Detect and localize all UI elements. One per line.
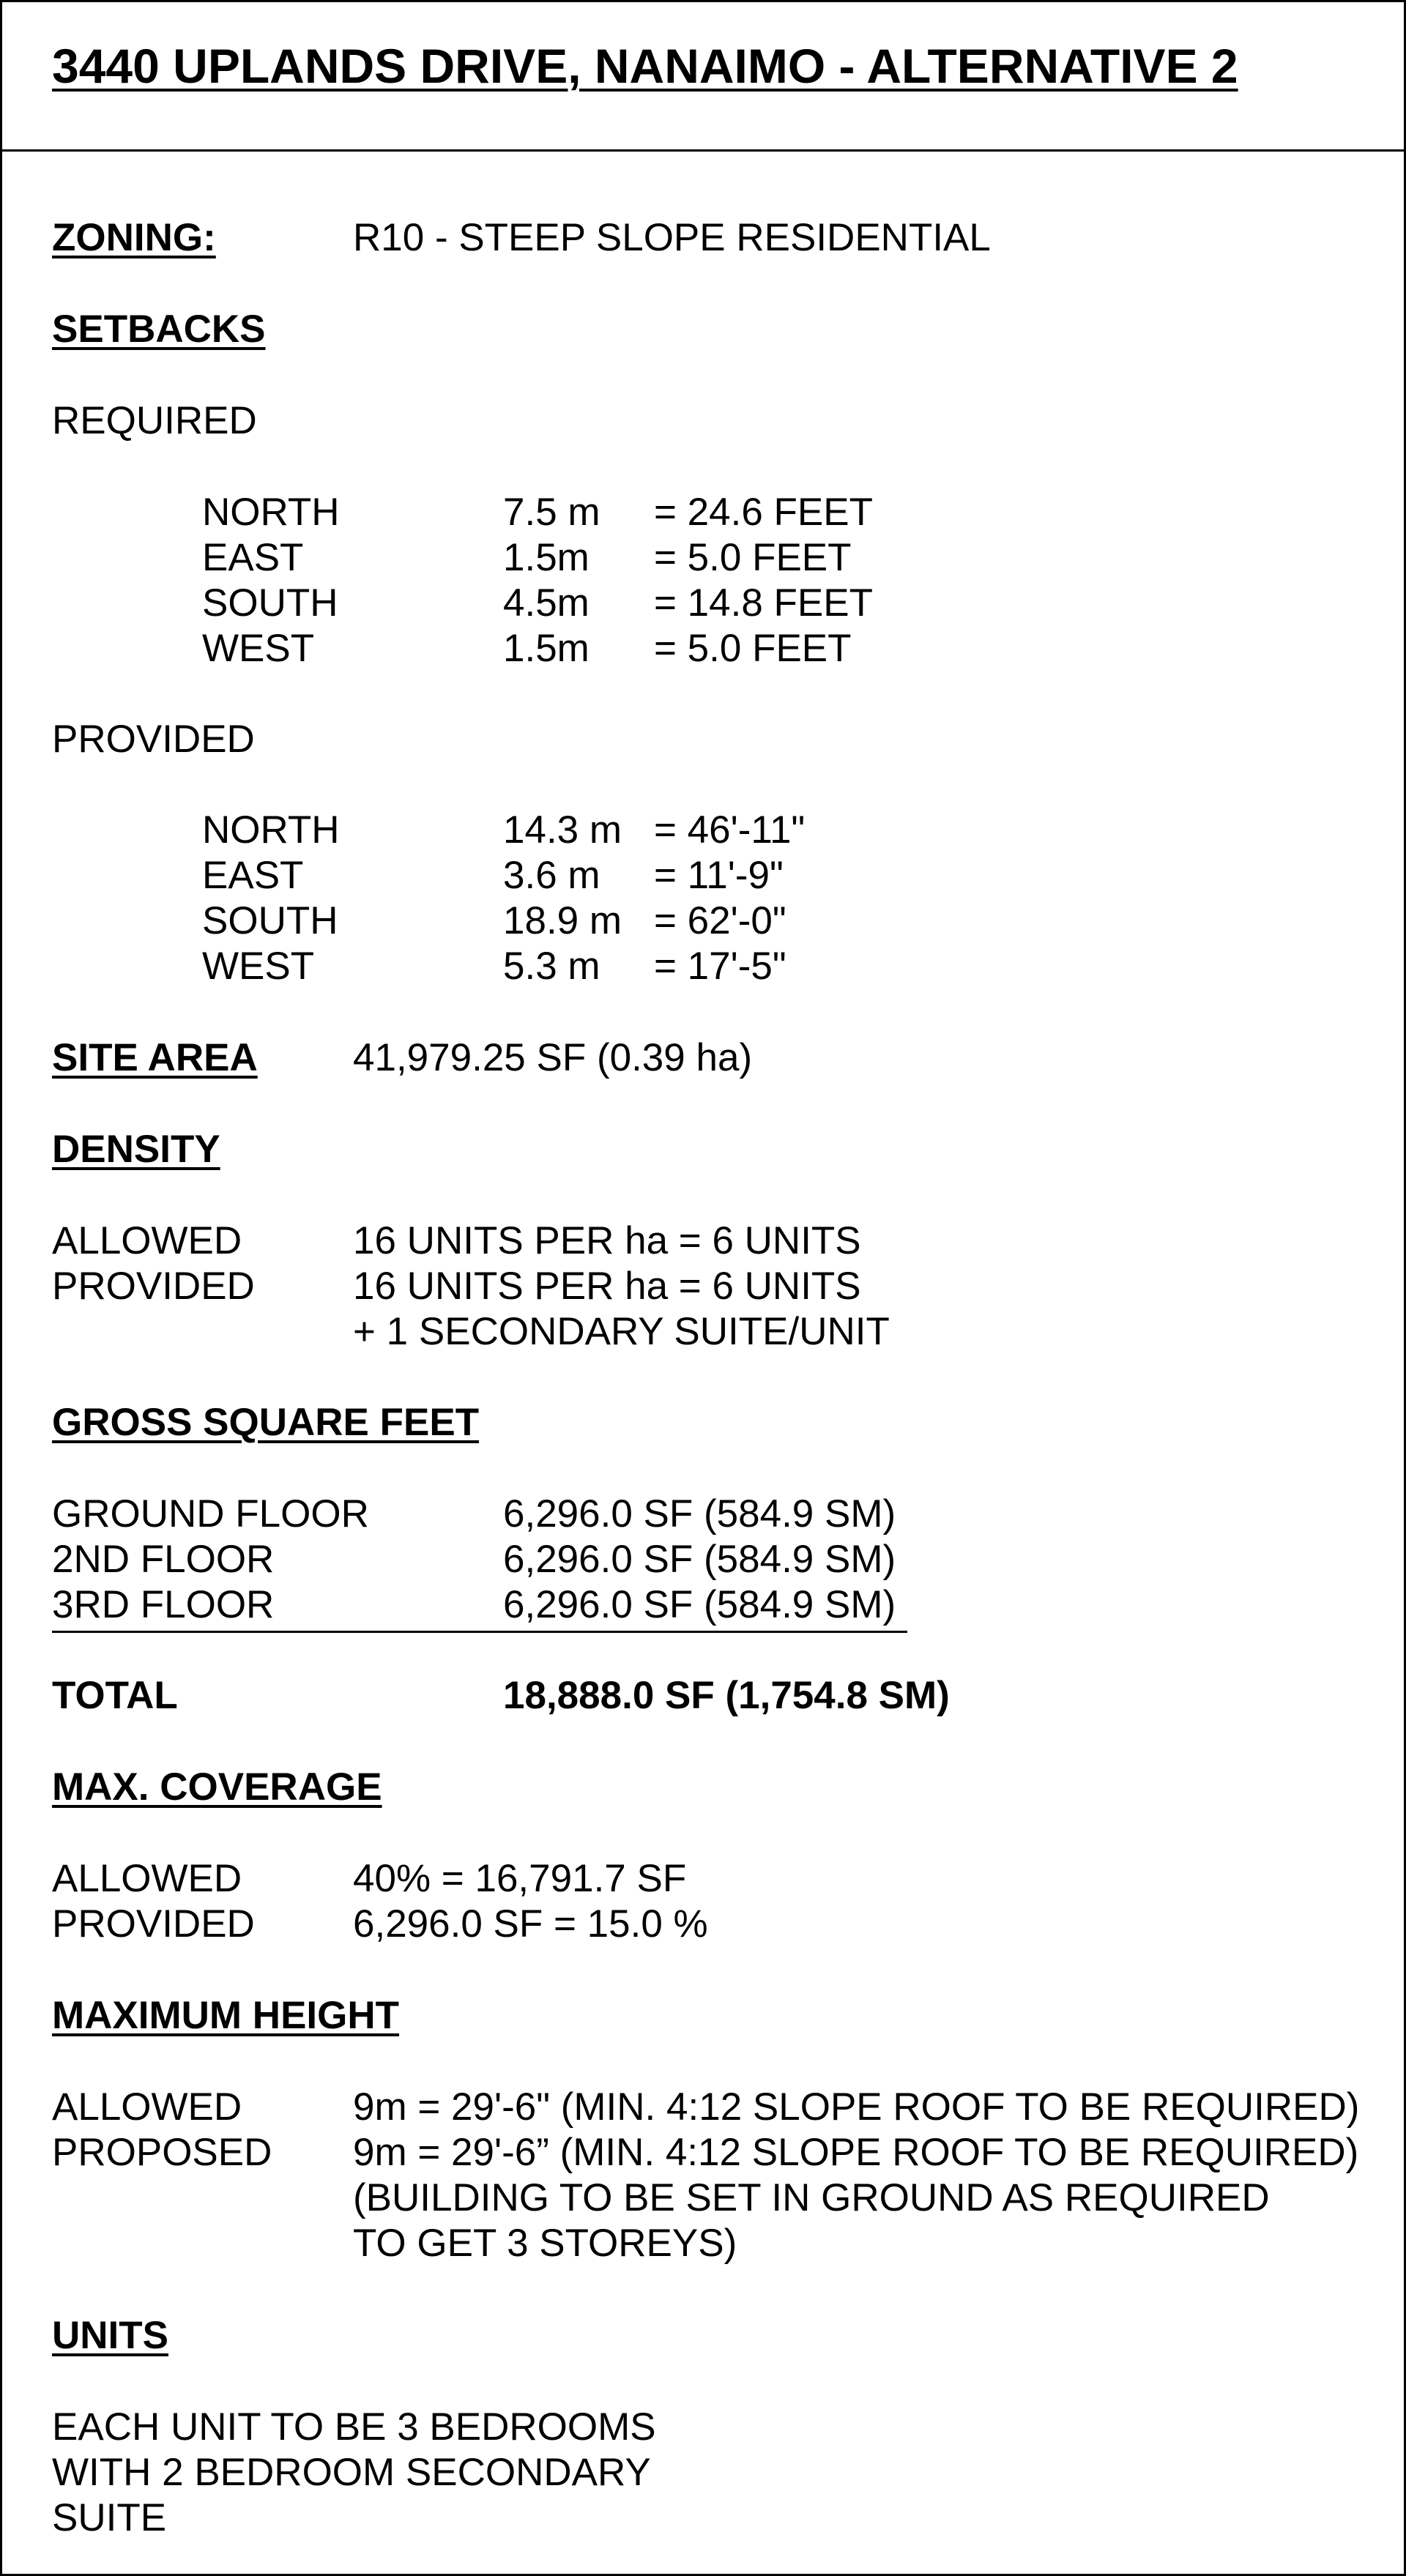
gross-second-value: 6,296.0 SF (584.9 SM): [503, 1538, 896, 1581]
provided-east-imperial: = 11'-9": [654, 854, 784, 897]
required-west-metric: 1.5m: [503, 627, 589, 670]
units-line-2: WITH 2 BEDROOM SECONDARY: [52, 2451, 651, 2494]
provided-north-metric: 14.3 m: [503, 808, 622, 852]
zoning-value: R10 - STEEP SLOPE RESIDENTIAL: [353, 216, 991, 259]
required-west-imperial: = 5.0 FEET: [654, 627, 852, 670]
density-allowed-value: 16 UNITS PER ha = 6 UNITS: [353, 1219, 861, 1262]
density-provided-extra: + 1 SECONDARY SUITE/UNIT: [353, 1310, 890, 1353]
site-area-value: 41,979.25 SF (0.39 ha): [353, 1036, 753, 1079]
setbacks-required-label: REQUIRED: [52, 399, 257, 442]
height-allowed-value: 9m = 29'-6" (MIN. 4:12 SLOPE ROOF TO BE REQUIRED): [353, 2085, 1360, 2129]
provided-west-dir: WEST: [202, 945, 315, 988]
gross-ground-value: 6,296.0 SF (584.9 SM): [503, 1492, 896, 1535]
units-heading: UNITS: [52, 2314, 168, 2357]
coverage-heading: MAX. COVERAGE: [52, 1765, 382, 1809]
required-north-imperial: = 24.6 FEET: [654, 491, 874, 534]
title-box: [2, 2, 1404, 152]
required-south-metric: 4.5m: [503, 581, 589, 625]
gross-ground-label: GROUND FLOOR: [52, 1492, 369, 1535]
provided-south-metric: 18.9 m: [503, 899, 622, 942]
coverage-provided-label: PROVIDED: [52, 1902, 255, 1946]
provided-east-metric: 3.6 m: [503, 854, 600, 897]
gross-third-value: 6,296.0 SF (584.9 SM): [503, 1583, 896, 1626]
coverage-allowed-value: 40% = 16,791.7 SF: [353, 1857, 687, 1900]
gross-total-value: 18,888.0 SF (1,754.8 SM): [503, 1674, 950, 1717]
gross-heading: GROSS SQUARE FEET: [52, 1401, 480, 1444]
required-south-dir: SOUTH: [202, 581, 338, 625]
provided-south-dir: SOUTH: [202, 899, 338, 942]
gross-third-label: 3RD FLOOR: [52, 1583, 275, 1626]
height-proposed-label: PROPOSED: [52, 2131, 272, 2174]
density-provided-value: 16 UNITS PER ha = 6 UNITS: [353, 1265, 861, 1308]
density-heading: DENSITY: [52, 1128, 220, 1171]
density-allowed-label: ALLOWED: [52, 1219, 242, 1262]
site-area-label: SITE AREA: [52, 1036, 258, 1079]
zoning-label: ZONING:: [52, 216, 216, 259]
provided-north-imperial: = 46'-11": [654, 808, 806, 852]
height-proposed-line3: TO GET 3 STOREYS): [353, 2222, 737, 2265]
required-north-metric: 7.5 m: [503, 491, 600, 534]
required-north-dir: NORTH: [202, 491, 340, 534]
required-east-metric: 1.5m: [503, 536, 589, 579]
units-line-3: SUITE: [52, 2496, 167, 2539]
page-title: 3440 UPLANDS DRIVE, NANAIMO - ALTERNATIVE 2: [52, 39, 1238, 93]
required-east-imperial: = 5.0 FEET: [654, 536, 852, 579]
height-proposed-value: 9m = 29'-6” (MIN. 4:12 SLOPE ROOF TO BE REQUIRED): [353, 2131, 1359, 2174]
provided-north-dir: NORTH: [202, 808, 340, 852]
provided-east-dir: EAST: [202, 854, 304, 897]
density-provided-label: PROVIDED: [52, 1265, 255, 1308]
required-west-dir: WEST: [202, 627, 315, 670]
coverage-provided-value: 6,296.0 SF = 15.0 %: [353, 1902, 708, 1946]
units-line-1: EACH UNIT TO BE 3 BEDROOMS: [52, 2405, 656, 2449]
coverage-allowed-label: ALLOWED: [52, 1857, 242, 1900]
height-allowed-label: ALLOWED: [52, 2085, 242, 2129]
required-east-dir: EAST: [202, 536, 304, 579]
required-south-imperial: = 14.8 FEET: [654, 581, 874, 625]
setbacks-provided-label: PROVIDED: [52, 718, 255, 761]
gross-second-label: 2ND FLOOR: [52, 1538, 275, 1581]
height-heading: MAXIMUM HEIGHT: [52, 1994, 400, 2037]
height-proposed-line2: (BUILDING TO BE SET IN GROUND AS REQUIRED: [353, 2176, 1270, 2219]
provided-west-imperial: = 17'-5": [654, 945, 786, 988]
setbacks-heading: SETBACKS: [52, 308, 266, 351]
provided-south-imperial: = 62'-0": [654, 899, 786, 942]
provided-west-metric: 5.3 m: [503, 945, 600, 988]
total-divider-line: [52, 1631, 907, 1633]
gross-total-label: TOTAL: [52, 1674, 178, 1717]
